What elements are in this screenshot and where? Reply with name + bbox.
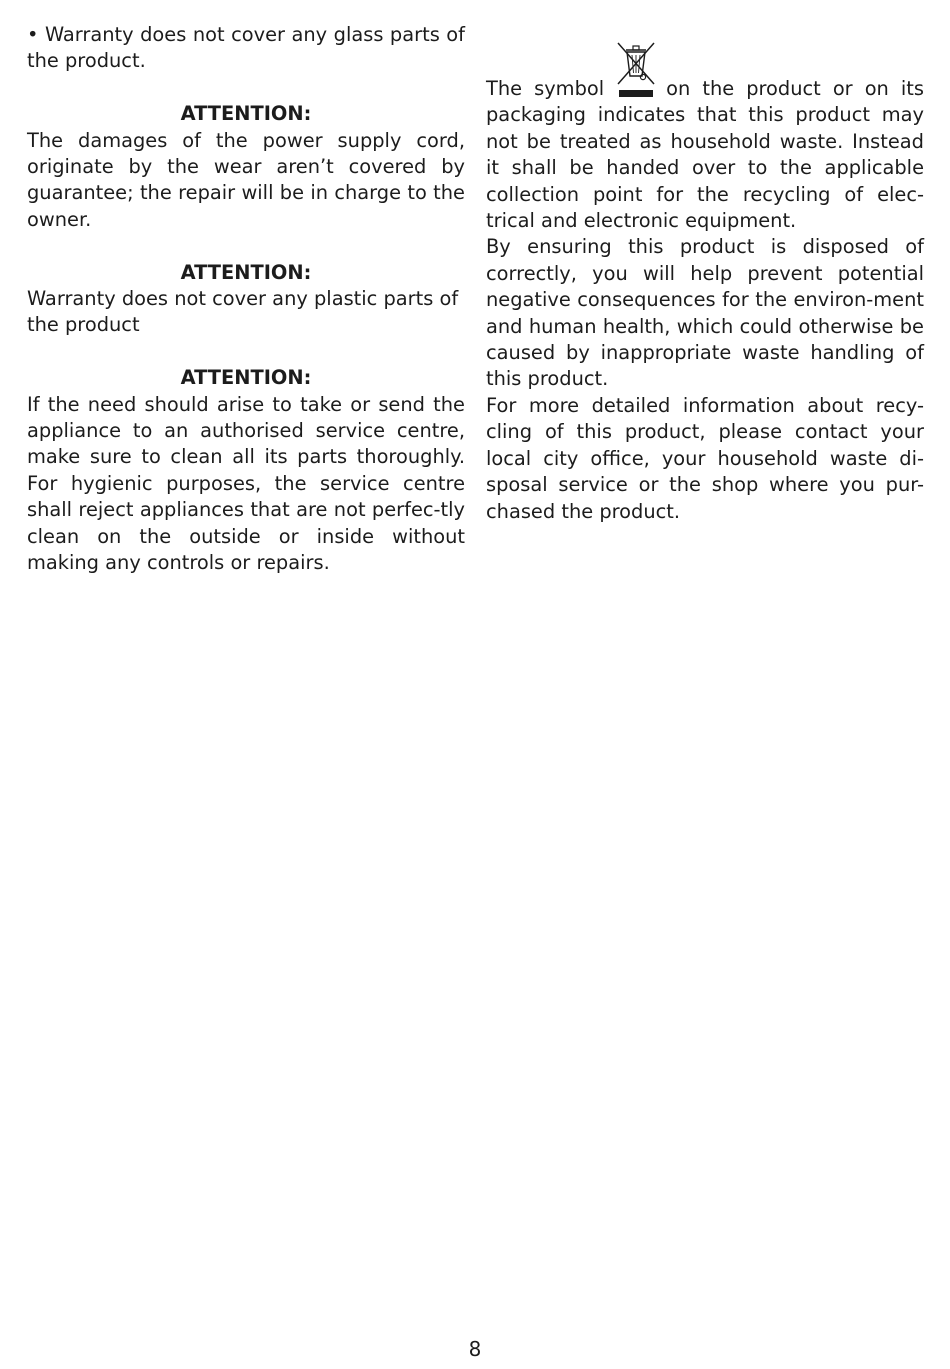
warranty-glass-bullet: • Warranty does not cover any glass parts of the product. <box>27 23 465 73</box>
symbol-suffix-text: on the product or on its packaging indicates that this product may not be treated as household waste. Instead it shall be handed over to the applicable collection point for the recycling of elec-trical and electronic equipment. <box>486 77 924 233</box>
recycling-info-text: For more detailed information about recy-cling of this product, please contact your local city office, your household waste di-sposal service or the shop where you pur-chased the product. <box>486 393 924 523</box>
spacer <box>27 233 465 259</box>
left-column <box>27 22 465 576</box>
spacer <box>27 75 465 101</box>
plastic-parts-warranty-text: Warranty does not cover any plastic parts of the product <box>27 287 459 337</box>
crossed-out-wheelie-bin-icon <box>612 75 660 95</box>
disposal-benefits-text: By ensuring this product is disposed of correctly, you will help prevent potential negative consequences for the environ-ment and human health, which could otherwise be caused by inappropriate waste handling of this product. <box>486 235 924 391</box>
service-centre-cleaning-text: If the need should arise to take or send the appliance to an authorised service centre, make sure to clean all its parts thoroughly. For hygienic purposes, the service centre shall reject appliances that are not perfec-tly clean on the outside or inside without making any controls or repairs. <box>27 392 465 575</box>
right-column <box>486 75 924 525</box>
page-number: 8 <box>468 1337 482 1361</box>
symbol-prefix-text: The symbol <box>486 77 605 100</box>
attention-heading: ATTENTION: <box>180 260 312 284</box>
attention-heading: ATTENTION: <box>180 102 312 126</box>
attention-heading: ATTENTION: <box>180 366 312 390</box>
power-cord-warranty-text: The damages of the power supply cord, originate by the wear aren’t covered by guarantee; the repair will be in charge to the owner. <box>27 128 465 231</box>
weee-symbol-paragraph <box>486 75 924 234</box>
spacer <box>27 339 465 365</box>
